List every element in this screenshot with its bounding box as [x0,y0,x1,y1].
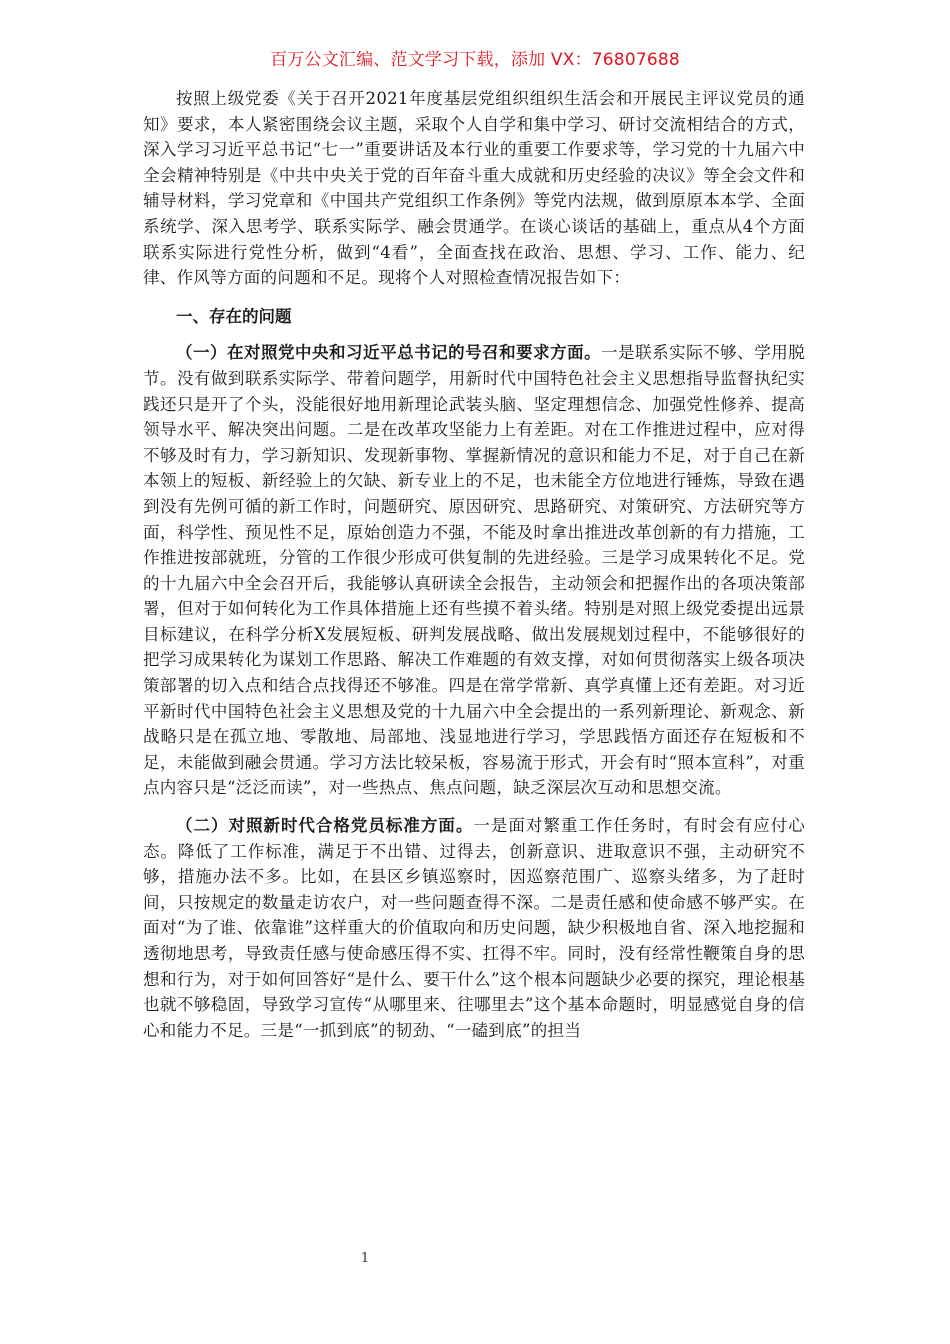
section-heading-problems: 一、存在的问题 [176,306,292,326]
intro-paragraph: 按照上级党委《关于召开2021年度基层党组织组织生活会和开展民主评议党员的通知》要求，本人紧密围绕会议主题，采取个人自学和集中学习、研讨交流相结合的方式，深入学习习近平总书记“七一”重要讲话及本行业的重要工作要求等，学习党的十九届六中全会精神特别是《中共中央关于党的百年奋斗重大成就和历史经验的决议》等全会文件和辅导材料，学习党章和《中国共产党组织工作条例》等党内法规，做到原原本本学、全面系统学、深入思考学、联系实际学、融会贯通学。在谈心谈话的基础上，重点从4个方面联系实际进行党性分析，做到“4看”，全面查找在政治、思想、学习、工作、能力、纪律、作风等方面的问题和不足。现将个人对照检查情况报告如下： [143,89,805,288]
subsection-lead-1: （一）在对照党中央和习近平总书记的号召和要求方面。 [176,343,602,363]
subsection-paragraph-2 [143,813,805,1043]
subsection-lead-2: （二）对照新时代合格党员标准方面。 [176,816,474,836]
page-number: 1 [360,1251,370,1266]
header-banner: 百万公文汇编、范文学习下载，添加 VX：76807688 [270,50,680,70]
subsection-paragraph-1 [143,340,805,801]
document-body [143,86,805,1055]
subsection-body-2: 一是面对繁重工作任务时，有时会有应付心态。降低了工作标准，满足于不出错、过得去，创新意识、进取意识不强，主动研究不够，措施办法不多。比如，在县区乡镇巡察时，因巡察范围广、巡察头绪多，为了赶时间，只按规定的数量走访农户，对一些问题查得不深。二是责任感和使命感不够严实。在面对“为了谁、依靠谁”这样重大的价值取向和历史问题，缺少积极地自省、深入地挖掘和透彻地思考，导致责任感与使命感压得不实、扛得不牢。同时，没有经常性鞭策自身的思想和行为，对于如何回答好“是什么、要干什么”这个根本问题缺少必要的探究，理论根基也就不够稳固，导致学习宣传“从哪里来、往哪里去”这个基本命题时，明显感觉自身的信心和能力不足。三是“一抓到底”的韧劲、“一磕到底”的担当 [143,816,805,1040]
subsection-body-1: 一是联系实际不够、学用脱节。没有做到联系实际学、带着问题学，用新时代中国特色社会主义思想指导监督执纪实践还只是开了个头，没能很好地用新理论武装头脑、坚定理想信念、加强党性修养、提高领导水平、解决突出问题。二是在改革攻坚能力上有差距。对在工作推进过程中，应对得不够及时有力，学习新知识、发现新事物、掌握新情况的意识和能力不足，对于自己在新本领上的短板、新经验上的欠缺、新专业上的不足，也未能全方位地进行锤炼，导致在遇到没有先例可循的新工作时，问题研究、原因研究、思路研究、对策研究、方法研究等方面，科学性、预见性不足，原始创造力不强，不能及时拿出推进改革创新的有力措施，工作推进按部就班，分管的工作很少形成可供复制的先进经验。三是学习成果转化不足。党的十九届六中全会召开后，我能够认真研读全会报告，主动领会和把握作出的各项决策部署，但对于如何转化为工作具体措施上还有些摸不着头绪。特别是对照上级党委提出远景目标建议，在科学分析X发展短板、研判发展战略、做出发展规划过程中，不能够很好的把学习成果转化为谋划工作思路、解决工作难题的有效支撑，对如何贯彻落实上级各项决策部署的切入点和结合点找得还不够准。四是在常学常新、真学真懂上还有差距。对习近平新时代中国特色社会主义思想及党的十九届六中全会提出的一系列新理论、新观念、新战略只是在孤立地、零散地、局部地、浅显地进行学习，学思践悟方面还存在短板和不足，未能做到融会贯通。学习方法比较呆板，容易流于形式，开会有时“照本宣科”，对重点内容只是“泛泛而读”，对一些热点、焦点问题，缺乏深层次互动和思想交流。 [143,343,805,798]
